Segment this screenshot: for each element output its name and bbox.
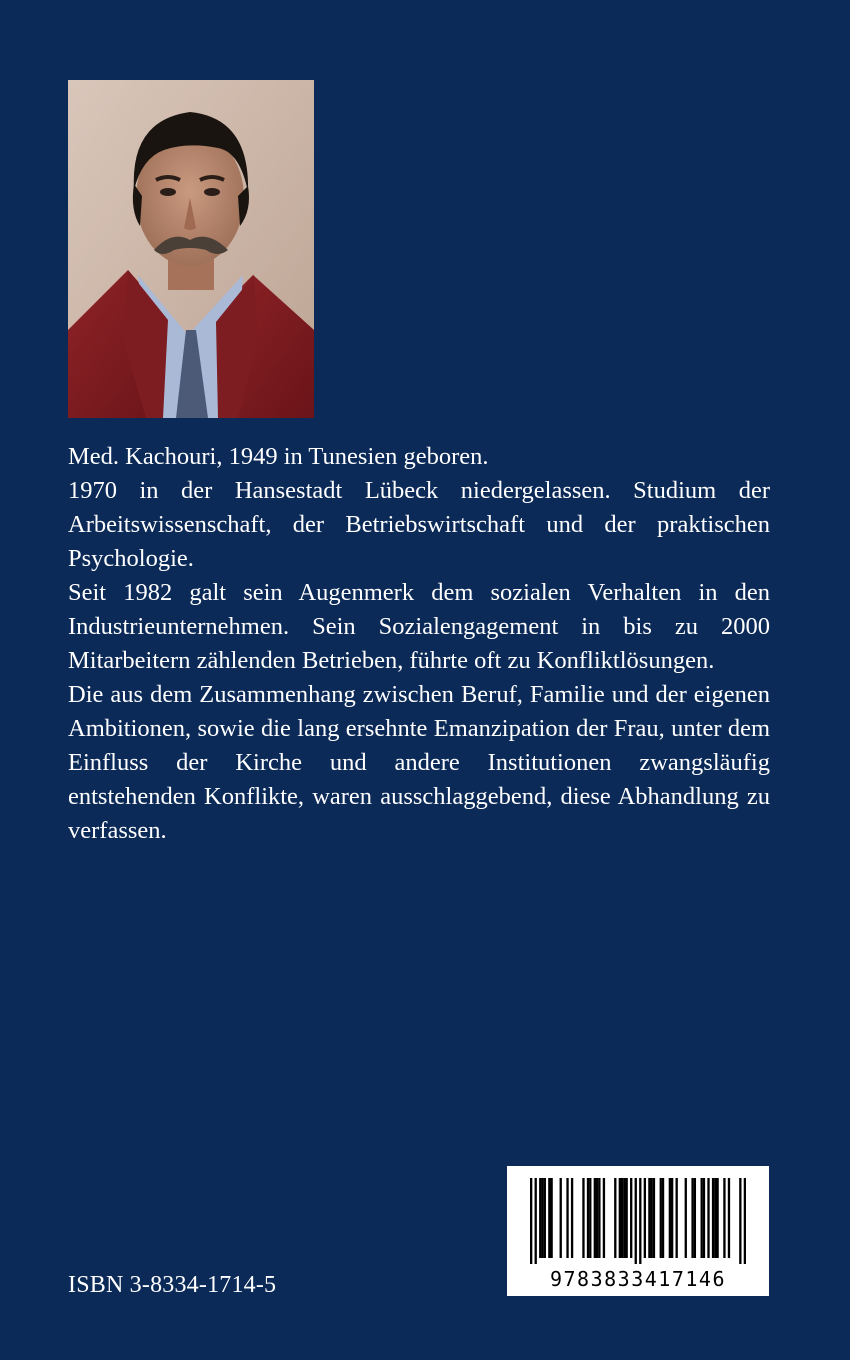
barcode-bar bbox=[660, 1178, 662, 1258]
barcode-bar bbox=[635, 1178, 637, 1264]
barcode-bar bbox=[614, 1178, 616, 1258]
barcode-bar bbox=[541, 1178, 543, 1258]
barcode-bar bbox=[703, 1178, 705, 1258]
barcode-bar bbox=[712, 1178, 714, 1258]
barcode-bar bbox=[630, 1178, 632, 1258]
barcode-bar bbox=[582, 1178, 584, 1258]
barcode-bar bbox=[544, 1178, 546, 1258]
barcode-number: 9783833417146 bbox=[549, 1267, 727, 1291]
barcode-bar bbox=[625, 1178, 627, 1258]
barcode-bar bbox=[662, 1178, 664, 1258]
barcode-bar bbox=[598, 1178, 600, 1258]
barcode-bar bbox=[639, 1178, 641, 1264]
barcode-bar bbox=[694, 1178, 696, 1258]
bio-paragraph-studies: 1970 in der Hansestadt Lübeck niedergelassen. Studium der Arbeitswissenschaft, der Betriebswirtschaft und der praktischen Psychologie. bbox=[68, 477, 770, 572]
bio-line-birth: Med. Kachouri, 1949 in Tunesien geboren. bbox=[68, 443, 489, 470]
barcode-bar bbox=[676, 1178, 678, 1258]
barcode-bar bbox=[691, 1178, 693, 1258]
barcode-bar bbox=[594, 1178, 596, 1258]
barcode-bar bbox=[623, 1178, 625, 1258]
author-biography bbox=[68, 440, 770, 848]
barcode-bar bbox=[571, 1178, 573, 1258]
barcode-bar bbox=[669, 1178, 671, 1258]
barcode-bar bbox=[739, 1178, 741, 1264]
barcode-bars bbox=[530, 1178, 746, 1264]
barcode bbox=[507, 1166, 769, 1296]
barcode-bar bbox=[539, 1178, 541, 1258]
barcode-bar bbox=[530, 1178, 532, 1264]
bio-paragraph-career: Seit 1982 galt sein Augenmerk dem sozialen Verhalten in den Industrieunternehmen. Sein Sozialengagement in bis zu 2000 Mitarbeitern zählenden Betrieben, führte oft zu Konfliktlösungen. bbox=[68, 579, 770, 674]
barcode-bar bbox=[648, 1178, 650, 1258]
barcode-bar bbox=[685, 1178, 687, 1258]
barcode-bar bbox=[701, 1178, 703, 1258]
barcode-bar bbox=[548, 1178, 550, 1258]
barcode-bar bbox=[716, 1178, 718, 1258]
barcode-bar bbox=[560, 1178, 562, 1258]
barcode-bar bbox=[589, 1178, 591, 1258]
barcode-bar bbox=[566, 1178, 568, 1258]
isbn-label: ISBN 3-8334-1714-5 bbox=[68, 1272, 277, 1298]
barcode-bar bbox=[603, 1178, 605, 1258]
barcode-bar bbox=[535, 1178, 537, 1264]
barcode-bar bbox=[744, 1178, 746, 1264]
barcode-bar bbox=[723, 1178, 725, 1258]
barcode-bar bbox=[714, 1178, 716, 1258]
barcode-bar bbox=[621, 1178, 623, 1258]
barcode-bar bbox=[671, 1178, 673, 1258]
barcode-bar bbox=[619, 1178, 621, 1258]
bio-paragraph-motivation: Die aus dem Zusammenhang zwischen Beruf, Familie und der eigenen Ambitionen, sowie die lang ersehnte Emanzipation der Frau, unter dem Einfluss der Kirche und andere Institutionen zwangsläufig entstehenden Konflikte, waren ausschlaggebend, diese Abhandlung zu verfassen. bbox=[68, 681, 770, 844]
barcode-bar bbox=[596, 1178, 598, 1258]
barcode-bar bbox=[644, 1178, 646, 1258]
barcode-bar bbox=[653, 1178, 655, 1258]
barcode-bar bbox=[550, 1178, 552, 1258]
author-photo bbox=[68, 80, 314, 418]
barcode-bar bbox=[587, 1178, 589, 1258]
barcode-bar bbox=[728, 1178, 730, 1258]
barcode-bar bbox=[651, 1178, 653, 1258]
barcode-bar bbox=[707, 1178, 709, 1258]
